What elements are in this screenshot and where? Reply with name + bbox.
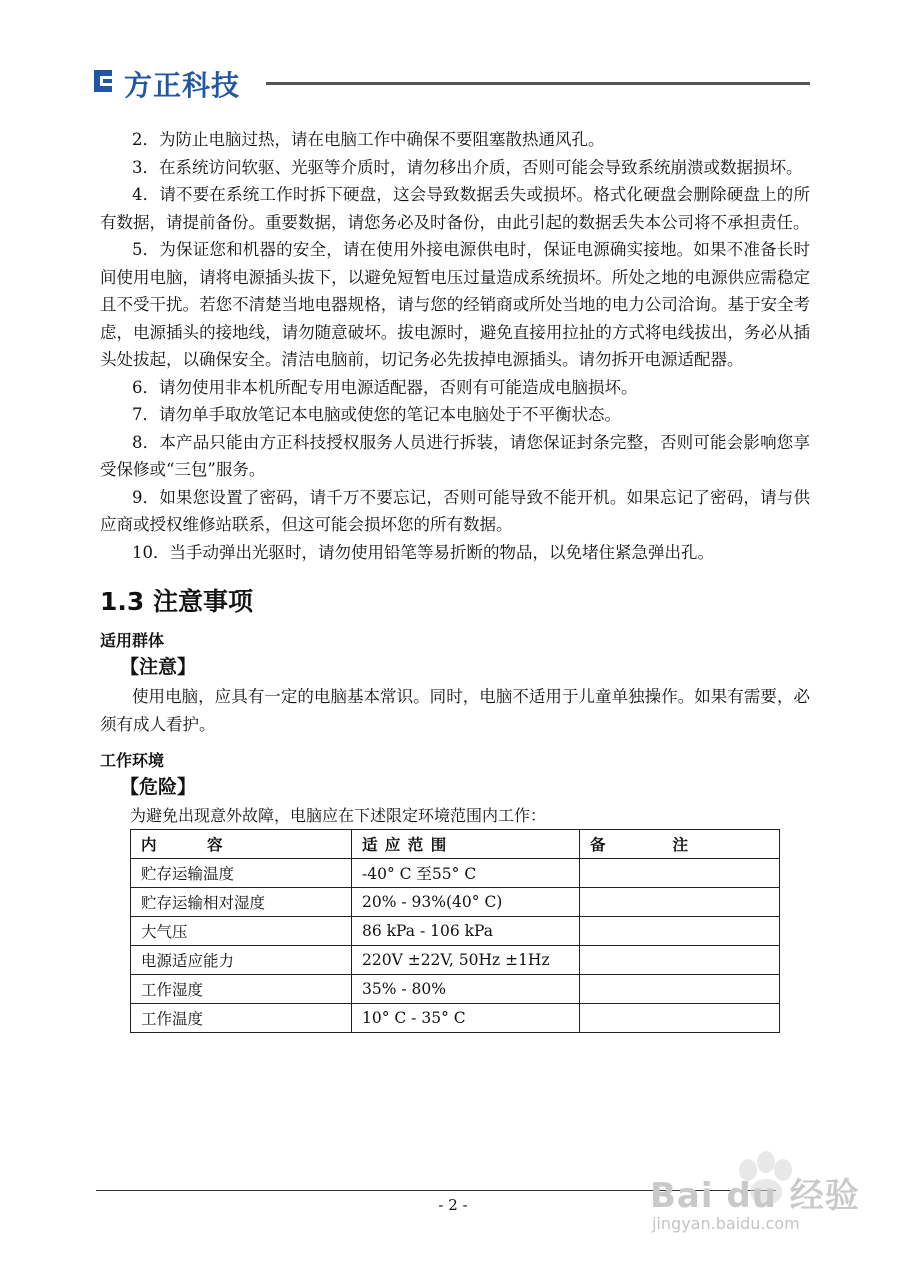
table-cell [580, 975, 780, 1004]
table-header-row [131, 830, 780, 859]
page-header [90, 64, 810, 104]
table-cell: 工作湿度 [131, 975, 352, 1004]
column-header: 备 注 [580, 830, 780, 859]
table-cell [580, 859, 780, 888]
table-cell [580, 1004, 780, 1033]
watermark-text: Bai du 经验 [650, 1176, 860, 1216]
environment-intro: 为避免出现意外故障，电脑应在下述限定环境范围内工作： [130, 806, 547, 825]
danger-label: 【危险】 [120, 776, 197, 798]
table-row [131, 975, 780, 1004]
column-header: 适 应 范 围 [352, 830, 580, 859]
table-cell: 86 kPa - 106 kPa [352, 917, 580, 946]
table-cell: 电源适应能力 [131, 946, 352, 975]
table-cell: 10° C - 35° C [352, 1004, 580, 1033]
paragraph: 10．当手动弹出光驱时，请勿使用铅笔等易折断的物品，以免堵住紧急弹出孔。 [132, 542, 714, 562]
table-cell [580, 946, 780, 975]
subsection-title-environment: 工作环境 [100, 751, 165, 770]
header-divider [266, 82, 810, 85]
paragraph: 7．请勿单手取放笔记本电脑或使您的笔记本电脑处于不平衡状态。 [132, 405, 621, 424]
table-cell: 大气压 [131, 917, 352, 946]
paragraph: 2．为防止电脑过热，请在电脑工作中确保不要阻塞散热通风孔。 [132, 130, 605, 149]
column-header: 内 容 [131, 830, 352, 859]
table-row [131, 1004, 780, 1033]
logo-icon [90, 68, 116, 94]
notice-text: 使用电脑，应具有一定的电脑基本常识。同时，电脑不适用于儿童单独操作。如果有需要，必须有成人看护。 [100, 687, 810, 734]
page-content [100, 126, 810, 1033]
table-cell [580, 917, 780, 946]
paragraph: 4．请不要在系统工作时拆下硬盘，这会导致数据丢失或损坏。格式化硬盘会删除硬盘上的所有数据，请提前备份。重要数据，请您务必及时备份，由此引起的数据丢失本公司将不承担责任。 [100, 185, 810, 232]
watermark-url: jingyan.baidu.com [652, 1214, 800, 1233]
table-cell: -40° C 至55° C [352, 859, 580, 888]
table-cell: 贮存运输相对湿度 [131, 888, 352, 917]
table-cell [580, 888, 780, 917]
table-row [131, 888, 780, 917]
table-cell: 220V ±22V, 50Hz ±1Hz [352, 946, 580, 975]
paragraph: 5．为保证您和机器的安全，请在使用外接电源供电时，保证电源确实接地。如果不准备长时间使用电脑，请将电源插头拔下，以避免短暂电压过量造成系统损坏。所处之地的电源供应需稳定且不受干扰。若您不清楚当地电器规格，请与您的经销商或所处当地的电力公司洽询。基于安全考虑，电源插头的接地线，请勿随意破坏。拔电源时，避免直接用拉扯的方式将电线拔出，务必从插头处拔起，以确保安全。清洁电脑前，切记务必先拔掉电源插头。请勿拆开电源适配器。 [100, 240, 810, 369]
environment-table [130, 829, 780, 1033]
table-cell: 20% - 93%(40° C) [352, 888, 580, 917]
subsection-title-group: 适用群体 [100, 631, 165, 650]
brand-logo-text: 方正科技 [124, 69, 241, 102]
paragraph: 3．在系统访问软驱、光驱等介质时，请勿移出介质，否则可能会导致系统崩溃或数据损坏。 [132, 157, 803, 177]
page-number: - 2 - [438, 1196, 468, 1214]
table-cell: 贮存运输温度 [131, 859, 352, 888]
section-title: 1.3 注意事项 [100, 587, 253, 616]
paragraph: 8．本产品只能由方正科技授权服务人员进行拆装，请您保证封条完整，否则可能会影响您享受保修或“三包”服务。 [100, 432, 810, 479]
paragraph: 9．如果您设置了密码，请千万不要忘记，否则可能导致不能开机。如果忘记了密码，请与供应商或授权维修站联系，但这可能会损坏您的所有数据。 [100, 487, 810, 534]
table-row [131, 917, 780, 946]
paragraph: 6．请勿使用非本机所配专用电源适配器，否则有可能造成电脑损坏。 [132, 377, 638, 397]
table-row [131, 859, 780, 888]
table-cell: 35% - 80% [352, 975, 580, 1004]
table-row [131, 946, 780, 975]
table-cell: 工作温度 [131, 1004, 352, 1033]
notice-label: 【注意】 [120, 656, 197, 678]
